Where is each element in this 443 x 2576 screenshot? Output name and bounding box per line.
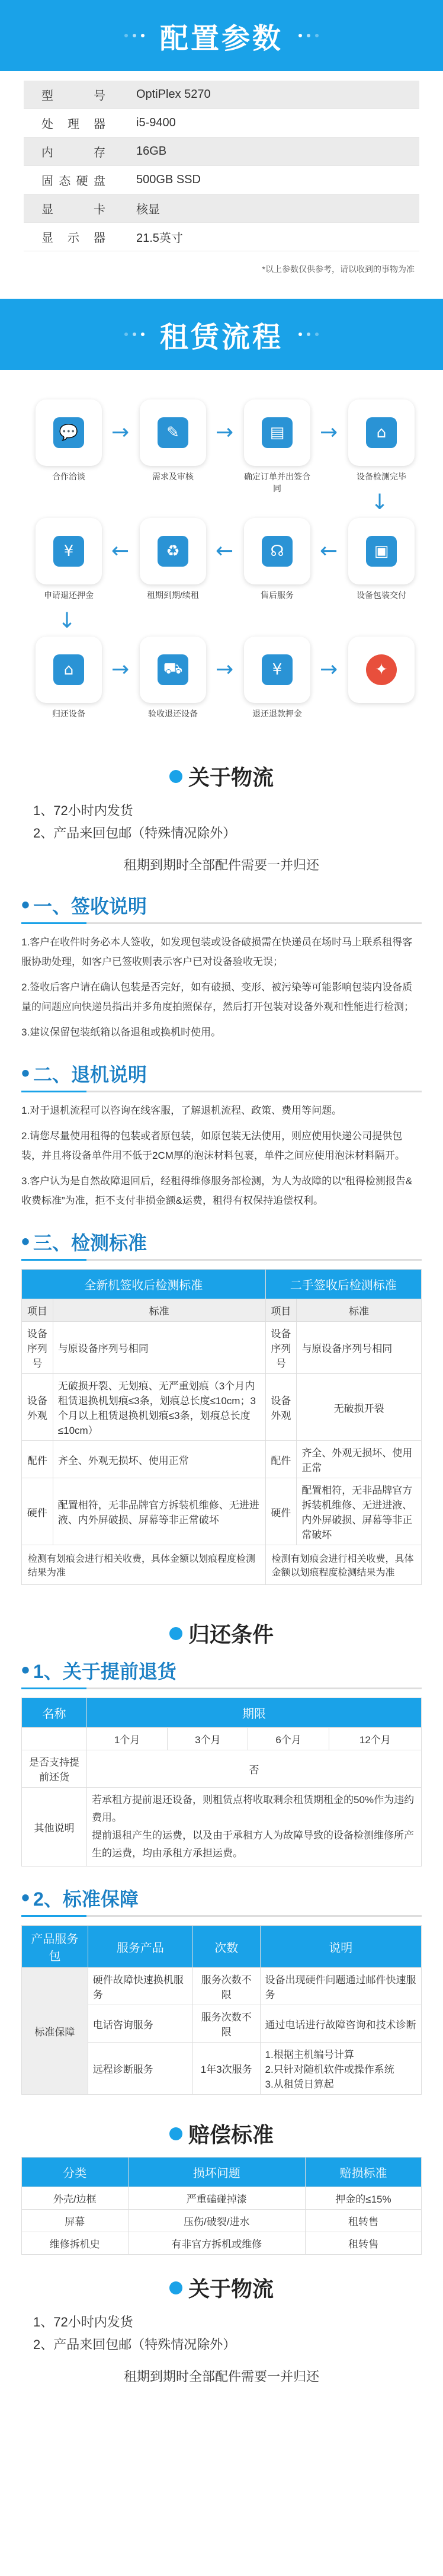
- section-title: 关于物流: [188, 2277, 274, 2301]
- bullet-dot-icon: [169, 1627, 182, 1640]
- divider: [21, 1091, 422, 1092]
- table-cell: 分类: [22, 2158, 129, 2187]
- flow-step: ☊ 售后服务: [242, 518, 313, 601]
- table-cell: 远程诊断服务: [88, 2043, 192, 2095]
- spec-title: 配置参数: [159, 23, 283, 55]
- table-cell: 项目: [265, 1299, 297, 1322]
- flow-step: ⌂ 设备检测完毕: [346, 399, 417, 482]
- table-cell: 维修拆机史: [22, 2232, 129, 2255]
- spec-row: [24, 109, 419, 138]
- table-cell: 1个月: [87, 1728, 168, 1750]
- spec-row: [24, 138, 419, 166]
- spec-note: *以上参数仅供参考，请以收到的事物为准: [262, 264, 415, 274]
- table-cell: 服务产品: [88, 1926, 192, 1968]
- spec-header: [0, 0, 443, 71]
- flow-diagram: [0, 370, 443, 761]
- spec-row: [24, 223, 419, 251]
- table-cell: 电话咨询服务: [88, 2005, 192, 2043]
- divider: [21, 1259, 422, 1261]
- spec-key: 处理器: [41, 118, 105, 131]
- box-icon: ▣: [366, 536, 397, 567]
- arrow-right-icon: →: [216, 420, 234, 445]
- table-cell: 说明: [260, 1926, 421, 1968]
- flow-step: 💬 合作洽谈: [33, 399, 104, 482]
- divider: [21, 922, 422, 924]
- table-cell: 服务次数不限: [192, 2005, 260, 2043]
- decor-dots: [298, 333, 319, 336]
- paragraph: 2.签收后客户请在确认包装是否完好，如有破损、变形、被污染等可能影响包装内设备质量的问题应向快递员指出并多角度拍照保存，然后打开包装对设备外观和性能进行检测；: [21, 982, 414, 1012]
- arrow-right-icon: →: [320, 420, 338, 445]
- table-cell: 押金的≤15%: [305, 2187, 421, 2210]
- truck-icon: ⛟: [158, 654, 188, 685]
- table-cell: 二手签收后检测标准: [265, 1270, 421, 1299]
- arrow-right-icon: →: [111, 657, 130, 682]
- recycle-icon: ♻: [158, 536, 188, 567]
- handshake-icon: ✦: [366, 654, 397, 685]
- section-title: 赔偿标准: [188, 2123, 274, 2147]
- decor-dots: [124, 34, 145, 37]
- table-cell: 1.根据主机编号计算 2.只针对随机软件或操作系统 3.从租赁日算起: [260, 2043, 421, 2095]
- spec-key: 显示器: [41, 232, 105, 245]
- table-cell: 项目: [22, 1299, 53, 1322]
- table-cell: 产品服务包: [22, 1926, 88, 1968]
- bullet-dot-icon: [169, 770, 182, 783]
- table-cell: 硬件: [22, 1478, 53, 1545]
- spec-table: [24, 81, 419, 251]
- edit-icon: ✎: [158, 417, 188, 448]
- section-title: 二、退机说明: [33, 1064, 147, 1085]
- table-cell: 服务次数不限: [192, 1968, 260, 2005]
- table-cell: [22, 1728, 87, 1750]
- arrow-left-icon: ←: [320, 539, 338, 563]
- paragraph: 2.请您尽量使用租得的包装或者原包装，如原包装无法使用，则应使用快递公司提供包装，并且将设备单件用不低于2CM厚的泡沫材料包裹，单件之间应使用泡沫材料隔开。: [21, 1130, 405, 1161]
- flow-step: ✎ 需求及审核: [137, 399, 208, 482]
- table-cell: 与原设备序列号相同: [297, 1322, 422, 1374]
- spec-value: 16GB: [136, 145, 167, 158]
- early-return-table: [21, 1698, 422, 1867]
- table-cell: 检测有划痕会进行相关收费，具体金额以划痕程度检测结果为准: [22, 1545, 266, 1585]
- table-cell: 租转售: [305, 2232, 421, 2255]
- list-item: 1、72小时内发货: [33, 803, 133, 818]
- paragraph: 1.客户在收件时务必本人签收，如发现包装或设备破损需在快递员在场时马上联系租得客服协助处理，如客户已签收则表示客户已对设备验收无误；: [21, 937, 413, 967]
- table-cell: 是否支持提前还货: [22, 1750, 87, 1788]
- section-title: 1、关于提前退货: [33, 1661, 176, 1682]
- table-cell: 损坏问题: [128, 2158, 305, 2187]
- paragraph: 1.对于退机流程可以咨询在线客服，了解退机流程、政策、费用等问题。: [21, 1105, 342, 1116]
- table-cell: 12个月: [329, 1728, 421, 1750]
- table-cell: 压伤/破裂/进水: [128, 2210, 305, 2232]
- paragraph: 3.客户认为是自然故障退回后，经租得维修服务部检测，为人为故障的以“租得检测报告&收费标准”为准，拒不支付非损金额&运费，租得有权保持追偿权利。: [21, 1175, 413, 1206]
- guarantee-table: [21, 1925, 422, 2095]
- table-cell: 标准: [53, 1299, 265, 1322]
- spec-value: 21.5英寸: [136, 232, 183, 245]
- divider: [21, 1687, 422, 1689]
- spec-row: [24, 194, 419, 223]
- contract-icon: ▤: [262, 417, 293, 448]
- section-title: 关于物流: [188, 765, 274, 790]
- flow-step: ▣ 设备包装交付: [346, 518, 417, 601]
- table-cell: 标准: [297, 1299, 422, 1322]
- section-title: 三、检测标准: [33, 1232, 147, 1254]
- table-cell: 标准保障: [22, 1968, 88, 2095]
- table-cell: 齐全、外观无损坏、使用正常: [297, 1441, 422, 1478]
- spec-value: i5-9400: [136, 116, 176, 129]
- list-item: 2、产品来回包邮（特殊情况除外）: [33, 826, 236, 840]
- table-cell: 若承租方提前退还设备，则租赁点将收取剩余租赁期租金的50%作为违约费用。 提前退租产生的运费，以及由于承租方人为故障导致的设备检测维修所产生的运费，均由承租方承担运费。: [87, 1788, 422, 1867]
- spec-value: 核显: [136, 203, 160, 216]
- refund-icon: ¥: [53, 536, 84, 567]
- table-cell: 3个月: [168, 1728, 248, 1750]
- table-cell: 通过电话进行故障咨询和技术诊断: [260, 2005, 421, 2043]
- arrow-right-icon: →: [111, 420, 130, 445]
- chat-icon: 💬: [53, 417, 84, 448]
- table-cell: 设备外观: [265, 1374, 297, 1441]
- table-cell: 无破损开裂、无划痕、无严重划痕（3个月内租赁退换机划痕≤3条，划痕总长度≤10cm；3个月以上租赁退换机划痕≤3条，划痕总长度≤10cm）: [53, 1374, 265, 1441]
- flow-header: [0, 299, 443, 370]
- table-cell: 配置相符，无非品牌官方拆装机维修、无进进液、内外屏破损、屏幕等非正常破坏: [53, 1478, 265, 1545]
- table-cell: 齐全、外观无损坏、使用正常: [53, 1441, 265, 1478]
- table-cell: 硬件故障快速换机服务: [88, 1968, 192, 2005]
- arrow-right-icon: →: [320, 657, 338, 682]
- spec-row: [24, 166, 419, 194]
- flow-title: 租赁流程: [159, 321, 283, 353]
- table-cell: 全新机签收后检测标准: [22, 1270, 266, 1299]
- spec-key: 固态硬盘: [41, 175, 105, 188]
- table-cell: 屏幕: [22, 2210, 129, 2232]
- table-cell: 租转售: [305, 2210, 421, 2232]
- section-title: 2、标准保障: [33, 1888, 139, 1910]
- table-cell: 其他说明: [22, 1788, 87, 1867]
- table-cell: 名称: [22, 1698, 87, 1728]
- home-icon: ⌂: [53, 654, 84, 685]
- arrow-down-icon: ↓: [371, 490, 389, 514]
- center-note: 租期到期时全部配件需要一并归还: [123, 858, 319, 872]
- section-title: 归还条件: [188, 1622, 274, 1647]
- table-cell: 检测有划痕会进行相关收费，具体金额以划痕程度检测结果为准: [265, 1545, 421, 1585]
- device-check-icon: ⌂: [366, 417, 397, 448]
- table-cell: 次数: [192, 1926, 260, 1968]
- list-item: 1、72小时内发货: [33, 2315, 133, 2329]
- divider: [21, 1915, 422, 1917]
- table-cell: 设备出现硬件问题通过邮件快速服务: [260, 1968, 421, 2005]
- paragraph: 3.建议保留包装纸箱以备退租或换机时使用。: [21, 1027, 222, 1038]
- table-cell: 设备外观: [22, 1374, 53, 1441]
- check-table: [21, 1269, 422, 1585]
- spec-key: 显卡: [41, 203, 105, 216]
- table-cell: 硬件: [265, 1478, 297, 1545]
- table-cell: 赔损标准: [305, 2158, 421, 2187]
- spec-row: [24, 81, 419, 109]
- table-cell: 有非官方拆机或维修: [128, 2232, 305, 2255]
- decor-dots: [124, 333, 145, 336]
- flow-step: ⛟ 验收退还设备: [137, 637, 208, 720]
- table-cell: 否: [87, 1750, 422, 1788]
- flow-step: ♻ 租期到期/续租: [137, 518, 208, 601]
- logistics-section: 关于物流 1、72小时内发货 2、产品来回包邮（特殊情况除外） 租期到期时全部配件需要一并归还 • 一、签收说明 1.客户在收件时务必本人签收，如发现包装或设备破损需在快递员在场时马上联系租得客服协助处理，如客户已签收则表示客户已对设备验收无误； 2.签收后客户请在确认包装是否完好，如有破损、变形、被污染等可能影响包装内设备质量的问题应向快递员指出并多角度拍照保存，然后打开包装对设备外观和性能进行检测； 3.建议保留包装纸箱以备退租或换机时使用。 • 二、退机说明 1.对于退机流程可以咨询在线客服，了解退机流程、政策、费用等问题。 2.请您尽量使用租得的包装或者原包装，如原包装无法使用，则应使用快递公司提供包装，并且将设备单件用不低于2CM厚的泡沫材料包裹，单件之间应使用泡沫材料隔开。 3.客户认为是自然故障退回后，经租得维修服务部检测，为人为故障的以“租得检测报告&收费标准”为准，拒不支付非损金额&运费，租得有权保持追偿权利。 • 三、检测标准 全新机签收后检测标准 二手签收后检测标准 项目 标准 项目 标准 设备序列号 与原设备序列号相同 设备序列号 与原设备序列号相同 设备外观 无破损开裂、无划痕、无严重划痕（3个月内租赁退换机划痕≤3条，划痕总长度≤10cm；3个月以上租赁退换机划痕≤3条，划痕总长度≤10cm） 设备外观 无破损开裂 配件 齐全、外观无损坏、使用正常 配件 齐全、外观无损坏、使用正常 硬件 配置相符，无非品牌官方拆装机维修、无进进液、内外屏破损、屏幕等非正常破坏 硬件 配置相符，无非品牌官方拆装机维修、无进进液、内外屏破损、屏幕等非正常破坏 检测有划痕会进行相关收费，具体金额以划痕程度检测结果为准 检测有划痕会进行相关收费，具体金额以划痕程度检测结果为准 归还条件 • 1、关于提前退货 名称 期限 1个月 3个月 6个月 12个月 是否支持提前还货 否 其他说明 若承租方提前退还设备，则租赁点将收取剩余租赁期租金的50%作为违约费用。 提前退租产生的运费，以及由于承租方人为故障导致的设备检测维修所产生的运费，均由承租方承担运费。 • 2、标准保障 产品服务包 服务产品 次数 说明 标准保障 硬件故障快速换机服务 服务次数不限 设备出现硬件问题通过邮件快速服务 电话咨询服务 服务次数不限 通过电话进行故障咨询和技术诊断 远程诊断服务 1年3次服务 1.根据主机编号计算 2.只针对随机软件或操作系统 3.从租赁日算起 赔偿标准 分类 损坏问题 赔损标准 外壳/边框 严重磕碰掉漆 押金的≤15% 屏幕 压伤/破裂/进水 租转售 维修拆机史 有非官方拆机或维修 租转售 关于物流 1、72小时内发货 2、产品来回包邮（特殊情况除外） 租期到期时全部配件需要一并归还: [0, 761, 443, 2385]
- table-cell: 1年3次服务: [192, 2043, 260, 2095]
- spec-value: 500GB SSD: [136, 173, 201, 186]
- table-cell: 配件: [22, 1441, 53, 1478]
- table-cell: 设备序列号: [265, 1322, 297, 1374]
- yen-icon: ¥: [262, 654, 293, 685]
- spec-value: OptiPlex 5270: [136, 88, 211, 101]
- table-cell: 设备序列号: [22, 1322, 53, 1374]
- center-note: 租期到期时全部配件需要一并归还: [123, 2369, 319, 2384]
- spec-key: 内存: [41, 146, 105, 159]
- decor-dots: [298, 34, 319, 37]
- bullet-dot-icon: [169, 2127, 182, 2140]
- bullet-dot-icon: [169, 2281, 182, 2294]
- table-cell: 配置相符，无非品牌官方拆装机维修、无进进液、内外屏破损、屏幕等非正常破坏: [297, 1478, 422, 1545]
- flow-step: [346, 637, 417, 708]
- table-cell: 外壳/边框: [22, 2187, 129, 2210]
- table-cell: 严重磕碰掉漆: [128, 2187, 305, 2210]
- table-cell: 6个月: [248, 1728, 329, 1750]
- section-title: 一、签收说明: [33, 896, 147, 917]
- arrow-down-icon: ↓: [58, 609, 76, 633]
- table-cell: 与原设备序列号相同: [53, 1322, 265, 1374]
- table-cell: 期限: [87, 1698, 422, 1728]
- flow-step: ¥ 退还退款押金: [242, 637, 313, 720]
- spec-key: 型号: [41, 90, 105, 103]
- flow-step: ⌂ 归还设备: [33, 637, 104, 720]
- table-cell: 配件: [265, 1441, 297, 1478]
- table-cell: 无破损开裂: [297, 1374, 422, 1441]
- flow-step: ¥ 申请退还押金: [33, 518, 104, 601]
- flow-step: ▤ 确定订单并出签合同: [242, 399, 313, 494]
- compensation-table: [21, 2157, 422, 2255]
- arrow-left-icon: ←: [111, 539, 130, 563]
- headset-icon: ☊: [262, 536, 293, 567]
- arrow-right-icon: →: [216, 657, 234, 682]
- arrow-left-icon: ←: [216, 539, 234, 563]
- list-item: 2、产品来回包邮（特殊情况除外）: [33, 2337, 236, 2352]
